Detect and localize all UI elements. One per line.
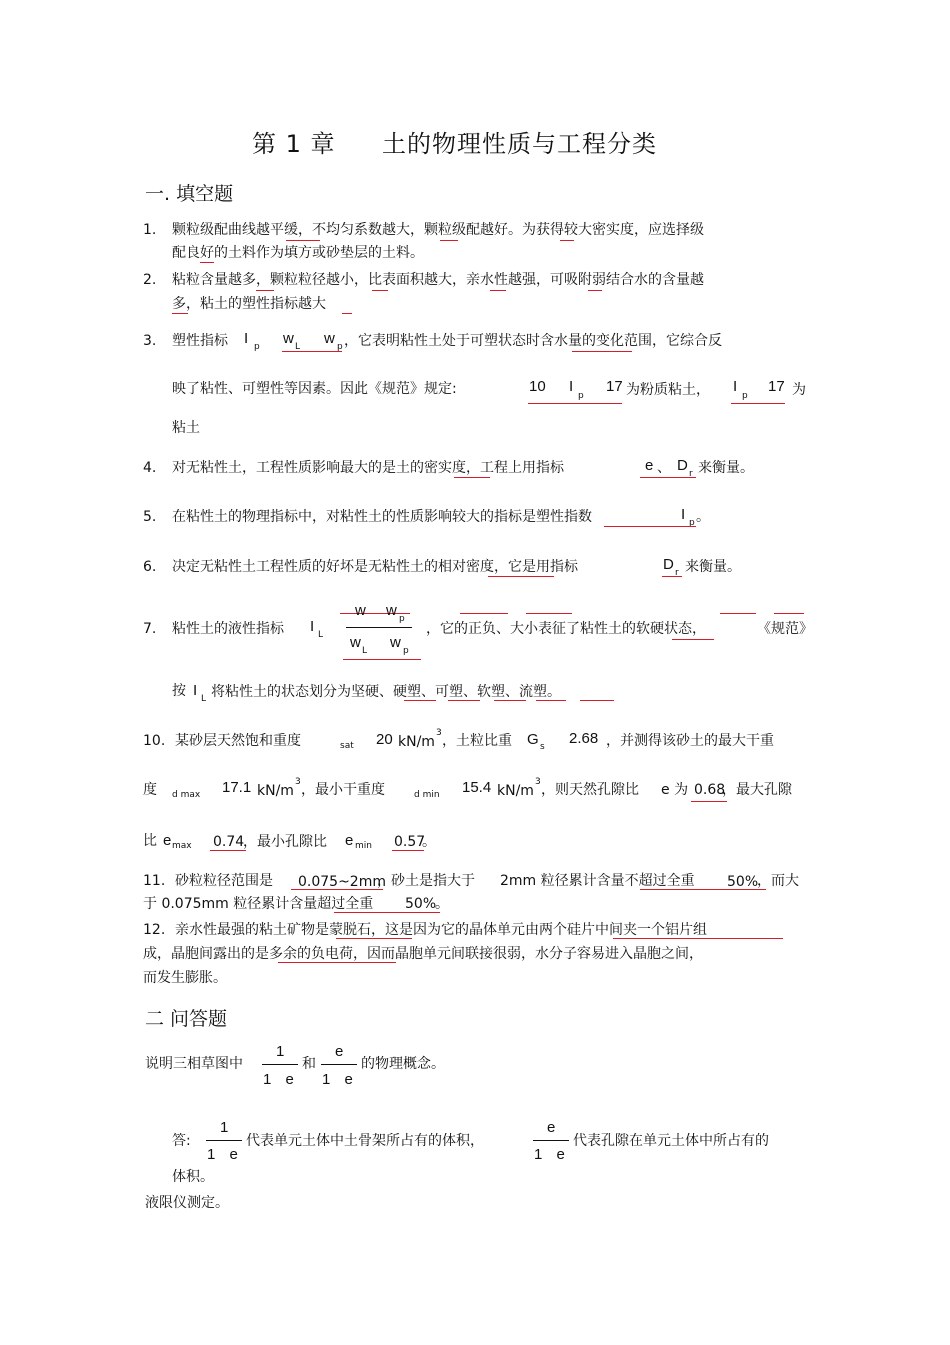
answer-underline — [404, 700, 436, 701]
q10-text7: ，最小孔隙比 — [243, 834, 327, 850]
answer-underline — [342, 313, 352, 314]
q1-number: 1. — [143, 222, 157, 238]
fraction-bar — [262, 1064, 298, 1065]
answer-underline — [580, 700, 614, 701]
subscript-p: p — [399, 614, 405, 624]
q10-text4: ，最小干重度 — [301, 782, 385, 798]
answer-underline — [640, 889, 766, 890]
answer-underline — [560, 240, 574, 241]
q3-line2: 映了粘性、可塑性等因素。因此《规范》规定: — [172, 381, 457, 397]
answer-underline — [278, 962, 396, 963]
symbol-emax: e — [163, 832, 172, 849]
symbol-Ip: I — [681, 506, 686, 523]
answer-underline — [448, 700, 480, 701]
q6-tail: 来衡量。 — [685, 559, 741, 575]
q7-line2-b: 将粘性土的状态划分为坚硬、硬塑、可塑、软塑、流塑。 — [211, 684, 561, 700]
answer-underline — [286, 240, 320, 241]
answer-underline — [588, 290, 602, 291]
q12-line3: 而发生膨胀。 — [143, 970, 227, 986]
answer-underline — [720, 613, 756, 614]
answer-underline — [613, 938, 783, 939]
q11-text4: ，而大 — [757, 873, 799, 889]
answer-underline — [440, 240, 458, 241]
value-10: 10 — [529, 378, 546, 395]
value-0.57: 0.57 — [394, 834, 426, 850]
q10-text3: ，并测得该砂土的最大干重 — [606, 733, 774, 749]
symbol-Ip: I — [569, 378, 574, 395]
answer-underline — [200, 262, 214, 263]
subscript-L: L — [318, 630, 324, 640]
separator: 、 — [657, 460, 671, 476]
subscript-p: p — [337, 342, 343, 352]
q3-silty: 为粉质粘土， — [626, 382, 710, 398]
q12-number: 12. — [143, 922, 166, 938]
value-17: 17 — [768, 378, 785, 395]
q4-tail: 来衡量。 — [698, 460, 754, 476]
fraction-bar — [321, 1064, 357, 1065]
answer-underline — [572, 351, 632, 352]
q10-text6: ，最大孔隙 — [722, 782, 792, 798]
q5-number: 5. — [143, 509, 157, 525]
subscript-r: r — [689, 469, 693, 479]
answer-underline — [536, 700, 566, 701]
value-17: 17 — [606, 378, 623, 395]
subscript-p: p — [578, 391, 584, 401]
q2-number: 2. — [143, 272, 157, 288]
fraction-bar — [206, 1140, 242, 1141]
unit-kn: kN/m — [398, 734, 435, 750]
q3-number: 3. — [143, 333, 157, 349]
value-0.74: 0.74 — [213, 834, 245, 850]
q11-text5: 。 — [435, 896, 449, 912]
subscript-p: p — [403, 646, 409, 656]
q2-line1: 粘粒含量越多，颗粒粒径越小，比表面积越大，亲水性越强，可吸附弱结合水的含量越 — [172, 272, 704, 288]
chapter-title: 土的物理性质与工程分类 — [382, 130, 657, 158]
value-0.68: 0.68 — [694, 782, 726, 798]
q5-tail: 。 — [696, 509, 710, 525]
answer-underline — [172, 313, 188, 314]
q7-lead: 粘性土的液性指标 — [172, 621, 284, 637]
q10-text2: ，土粒比重 — [442, 733, 512, 749]
q6-text: 决定无粘性土工程性质的好坏是无粘性土的相对密度，它是用指标 — [172, 559, 578, 575]
answer-underline — [210, 850, 246, 851]
answer-underline — [640, 477, 696, 478]
subscript-p: p — [254, 342, 260, 352]
q11-text3: 2mm 粒径累计含量不超过全重 — [500, 873, 695, 889]
answer-label: 答: — [172, 1133, 191, 1149]
fraction-bar — [533, 1140, 569, 1141]
symbol-IL: I — [193, 682, 198, 699]
q10-text8: 。 — [422, 834, 436, 850]
subscript-r: r — [675, 568, 679, 578]
fraction-bar — [346, 627, 412, 628]
symbol-IL: I — [310, 618, 315, 635]
q12-line2: 成，晶胞间露出的是多余的负电荷，因而晶胞单元间联接很弱，水分子容易进入晶胞之间， — [143, 946, 703, 962]
q10-line2-a: 度 — [143, 782, 157, 798]
q12-line1: 亲水性最强的粘土矿物是蒙脱石，这是因为它的晶体单元由两个硅片中间夹一个铝片组 — [175, 922, 707, 938]
trailing-text: 液限仪测定。 — [145, 1195, 229, 1211]
subscript-p: p — [689, 518, 695, 528]
answer-underline — [372, 290, 388, 291]
q3-lead: 塑性指标 — [172, 333, 228, 349]
superscript-3: 3 — [436, 728, 442, 738]
q7-tail: ，它的正负、大小表征了粘性土的软硬状态， — [426, 621, 706, 637]
unit-kn: kN/m — [497, 783, 534, 799]
answer-text-2: 代表孔隙在单元土体中所占有的 — [573, 1133, 769, 1149]
superscript-3: 3 — [295, 777, 301, 787]
subscript-s: s — [540, 742, 545, 752]
subscript-sat: sat — [340, 741, 354, 751]
q7-number: 7. — [143, 621, 157, 637]
value-range: 0.075~2mm — [298, 874, 386, 890]
answer-underline — [392, 850, 424, 851]
answer-underline — [528, 403, 622, 404]
symbol-wL: w — [283, 330, 294, 347]
answer-underline — [460, 613, 508, 614]
q11-text2: ，砂土是指大于 — [377, 873, 475, 889]
q7-guifan: 《规范》 — [757, 621, 813, 637]
fraction-denominator: 1 e — [207, 1146, 238, 1163]
q3-formula-tail: ，它表明粘性土处于可塑状态时含水量的变化范围，它综合反 — [344, 333, 722, 349]
answer-underline — [291, 889, 383, 890]
answer-underline — [256, 290, 274, 291]
section-heading-fill: 一. 填空题 — [145, 183, 234, 205]
subscript-dmin: d min — [414, 790, 440, 800]
qa-and: 和 — [302, 1056, 316, 1072]
q10-text5: ，则天然孔隙比 — [541, 782, 639, 798]
subscript-L: L — [201, 694, 207, 704]
q3-line3: 粘土 — [172, 420, 200, 436]
answer-underline — [494, 700, 526, 701]
q4-text: 对无粘性土，工程性质影响最大的是土的密实度，工程上用指标 — [172, 460, 564, 476]
answer-underline — [604, 526, 696, 527]
answer-underline — [672, 639, 714, 640]
value-2.68: 2.68 — [569, 730, 599, 747]
subscript-p: p — [742, 391, 748, 401]
denominator-wp: w — [390, 634, 401, 651]
answer-underline — [488, 576, 554, 577]
fraction-numerator-1: 1 — [220, 1119, 229, 1136]
superscript-3: 3 — [535, 777, 541, 787]
q1-line1: 颗粒级配曲线越平缓，不均匀系数越大，颗粒级配越好。为获得较大密实度，应选择级 — [172, 222, 704, 238]
answer-text-3: 体积。 — [172, 1169, 214, 1185]
symbol-Ip: I — [733, 378, 738, 395]
answer-underline — [526, 613, 572, 614]
q11-number: 11. — [143, 873, 166, 889]
subscript-max: max — [172, 841, 192, 851]
subscript-L: L — [295, 342, 301, 352]
q4-number: 4. — [143, 460, 157, 476]
qa-question-a: 说明三相草图中 — [145, 1056, 243, 1072]
fraction-denominator: 1 e — [534, 1146, 565, 1163]
q5-text: 在粘性土的物理指标中，对粘性土的性质影响较大的指标是塑性指数 — [172, 509, 592, 525]
subscript-L: L — [362, 646, 368, 656]
symbol-D: D — [663, 556, 674, 573]
q10-text1: 某砂层天然饱和重度 — [175, 733, 301, 749]
fraction-numerator-1: 1 — [276, 1043, 285, 1060]
q11-text1: 砂粒粒径范围是 — [175, 873, 273, 889]
symbol-G: G — [527, 731, 539, 748]
answer-underline — [490, 290, 506, 291]
symbol-Ip: I — [244, 330, 249, 347]
qa-question-b: 的物理概念。 — [361, 1056, 445, 1072]
q1-line2: 配良好的土料作为填方或砂垫层的土料。 — [172, 245, 424, 261]
numerator-w: w — [355, 602, 366, 619]
q11-line2: 于 0.075mm 粒径累计含量超过全重 — [143, 896, 374, 912]
q7-line2-a: 按 — [172, 683, 186, 699]
symbol-e: e — [645, 457, 654, 474]
chapter-number: 第 1 章 — [252, 130, 336, 158]
answer-underline — [336, 938, 412, 939]
answer-underline — [454, 477, 490, 478]
section-heading-qa: 二 问答题 — [145, 1008, 228, 1030]
answer-text-1: 代表单元土体中土骨架所占有的体积， — [246, 1133, 484, 1149]
value-20: 20 — [376, 731, 393, 748]
answer-underline — [774, 613, 804, 614]
fraction-numerator-e: e — [547, 1119, 556, 1136]
symbol-D: D — [677, 457, 688, 474]
answer-underline — [731, 403, 785, 404]
answer-underline — [282, 351, 342, 352]
denominator-wL: w — [350, 634, 361, 651]
fraction-denominator: 1 e — [263, 1071, 294, 1088]
q10-line3-a: 比 — [143, 833, 157, 849]
fraction-denominator: 1 e — [322, 1071, 353, 1088]
value-50b: 50% — [405, 896, 437, 912]
value-50a: 50% — [727, 874, 759, 890]
q6-number: 6. — [143, 559, 157, 575]
unit-kn: kN/m — [257, 783, 294, 799]
symbol-wp: w — [324, 330, 335, 347]
subscript-dmax: d max — [172, 790, 201, 800]
answer-underline — [343, 659, 421, 660]
subscript-min: min — [355, 841, 372, 851]
numerator-wp: w — [386, 602, 397, 619]
value-17.1: 17.1 — [222, 779, 252, 796]
answer-underline — [691, 801, 727, 802]
answer-underline — [662, 576, 682, 577]
value-15.4: 15.4 — [462, 779, 492, 796]
fraction-numerator-e: e — [335, 1043, 344, 1060]
symbol-emin: e — [345, 832, 354, 849]
q10-number: 10. — [143, 733, 166, 749]
q3-wei: 为 — [792, 382, 806, 398]
q10-e-wei: e 为 — [661, 782, 689, 798]
answer-underline — [334, 912, 440, 913]
q2-line2: 多，粘土的塑性指标越大 — [172, 296, 326, 312]
